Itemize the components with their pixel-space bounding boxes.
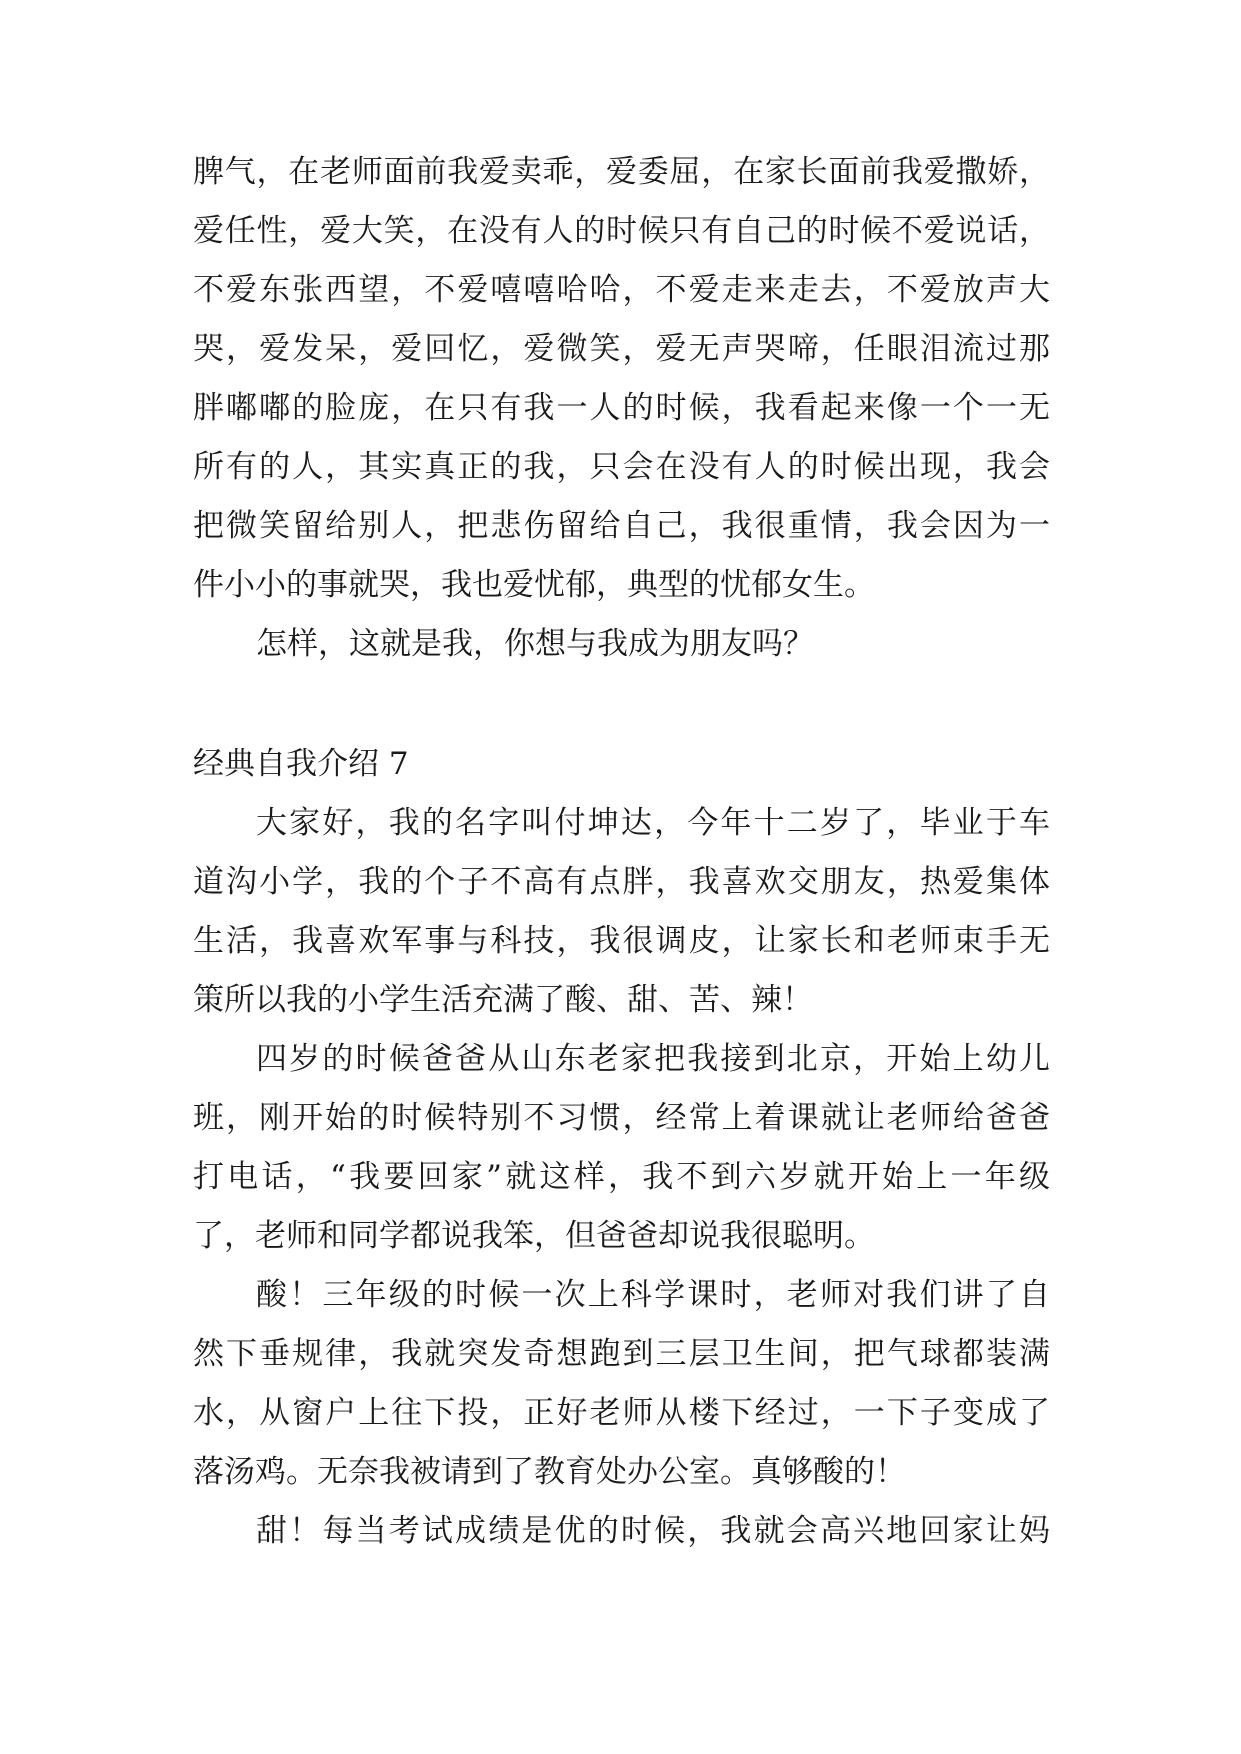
paragraph-line: 件小小的事就哭，我也爱忧郁，典型的忧郁女生。 bbox=[193, 567, 875, 603]
paragraph-line: 不爱东张西望，不爱嘻嘻哈哈，不爱走来走去，不爱放声大 bbox=[193, 272, 1050, 308]
paragraph-line: 爱任性，爱大笑，在没有人的时候只有自己的时候不爱说话， bbox=[193, 213, 1050, 249]
section-title: 经典自我介绍 7 bbox=[193, 746, 409, 782]
paragraph-line: 怎样，这就是我，你想与我成为朋友吗？ bbox=[256, 626, 814, 662]
paragraph-line: 脾气，在老师面前我爱卖乖，爱委屈，在家长面前我爱撒娇， bbox=[193, 154, 1050, 190]
paragraph-line: 甜！每当考试成绩是优的时候，我就会高兴地回家让妈 bbox=[256, 1513, 1050, 1549]
paragraph-line: 班，刚开始的时候特别不习惯，经常上着课就让老师给爸爸 bbox=[193, 1100, 1050, 1136]
paragraph-line: 所有的人，其实真正的我，只会在没有人的时候出现，我会 bbox=[193, 449, 1050, 485]
paragraph-line: 大家好，我的名字叫付坤达，今年十二岁了，毕业于车 bbox=[256, 805, 1050, 841]
paragraph-line: 打电话，“我要回家”就这样，我不到六岁就开始上一年级 bbox=[193, 1159, 1050, 1195]
paragraph-line: 哭，爱发呆，爱回忆，爱微笑，爱无声哭啼，任眼泪流过那 bbox=[193, 331, 1050, 367]
paragraph-line: 然下垂规律，我就突发奇想跑到三层卫生间，把气球都装满 bbox=[193, 1336, 1050, 1372]
paragraph-line: 道沟小学，我的个子不高有点胖，我喜欢交朋友，热爱集体 bbox=[193, 864, 1050, 900]
paragraph-line: 胖嘟嘟的脸庞，在只有我一人的时候，我看起来像一个一无 bbox=[193, 390, 1050, 426]
paragraph-line: 把微笑留给别人，把悲伤留给自己，我很重情，我会因为一 bbox=[193, 508, 1050, 544]
paragraph-line: 四岁的时候爸爸从山东老家把我接到北京，开始上幼儿 bbox=[256, 1041, 1050, 1077]
paragraph-line: 生活，我喜欢军事与科技，我很调皮，让家长和老师束手无 bbox=[193, 923, 1050, 959]
paragraph-line: 水，从窗户上往下投，正好老师从楼下经过，一下子变成了 bbox=[193, 1395, 1050, 1431]
paragraph-line: 酸！三年级的时候一次上科学课时，老师对我们讲了自 bbox=[256, 1277, 1050, 1313]
paragraph-line: 了，老师和同学都说我笨，但爸爸却说我很聪明。 bbox=[193, 1218, 875, 1254]
paragraph-line: 落汤鸡。无奈我被请到了教育处办公室。真够酸的！ bbox=[193, 1454, 906, 1490]
paragraph-line: 策所以我的小学生活充满了酸、甜、苦、辣！ bbox=[193, 982, 813, 1018]
